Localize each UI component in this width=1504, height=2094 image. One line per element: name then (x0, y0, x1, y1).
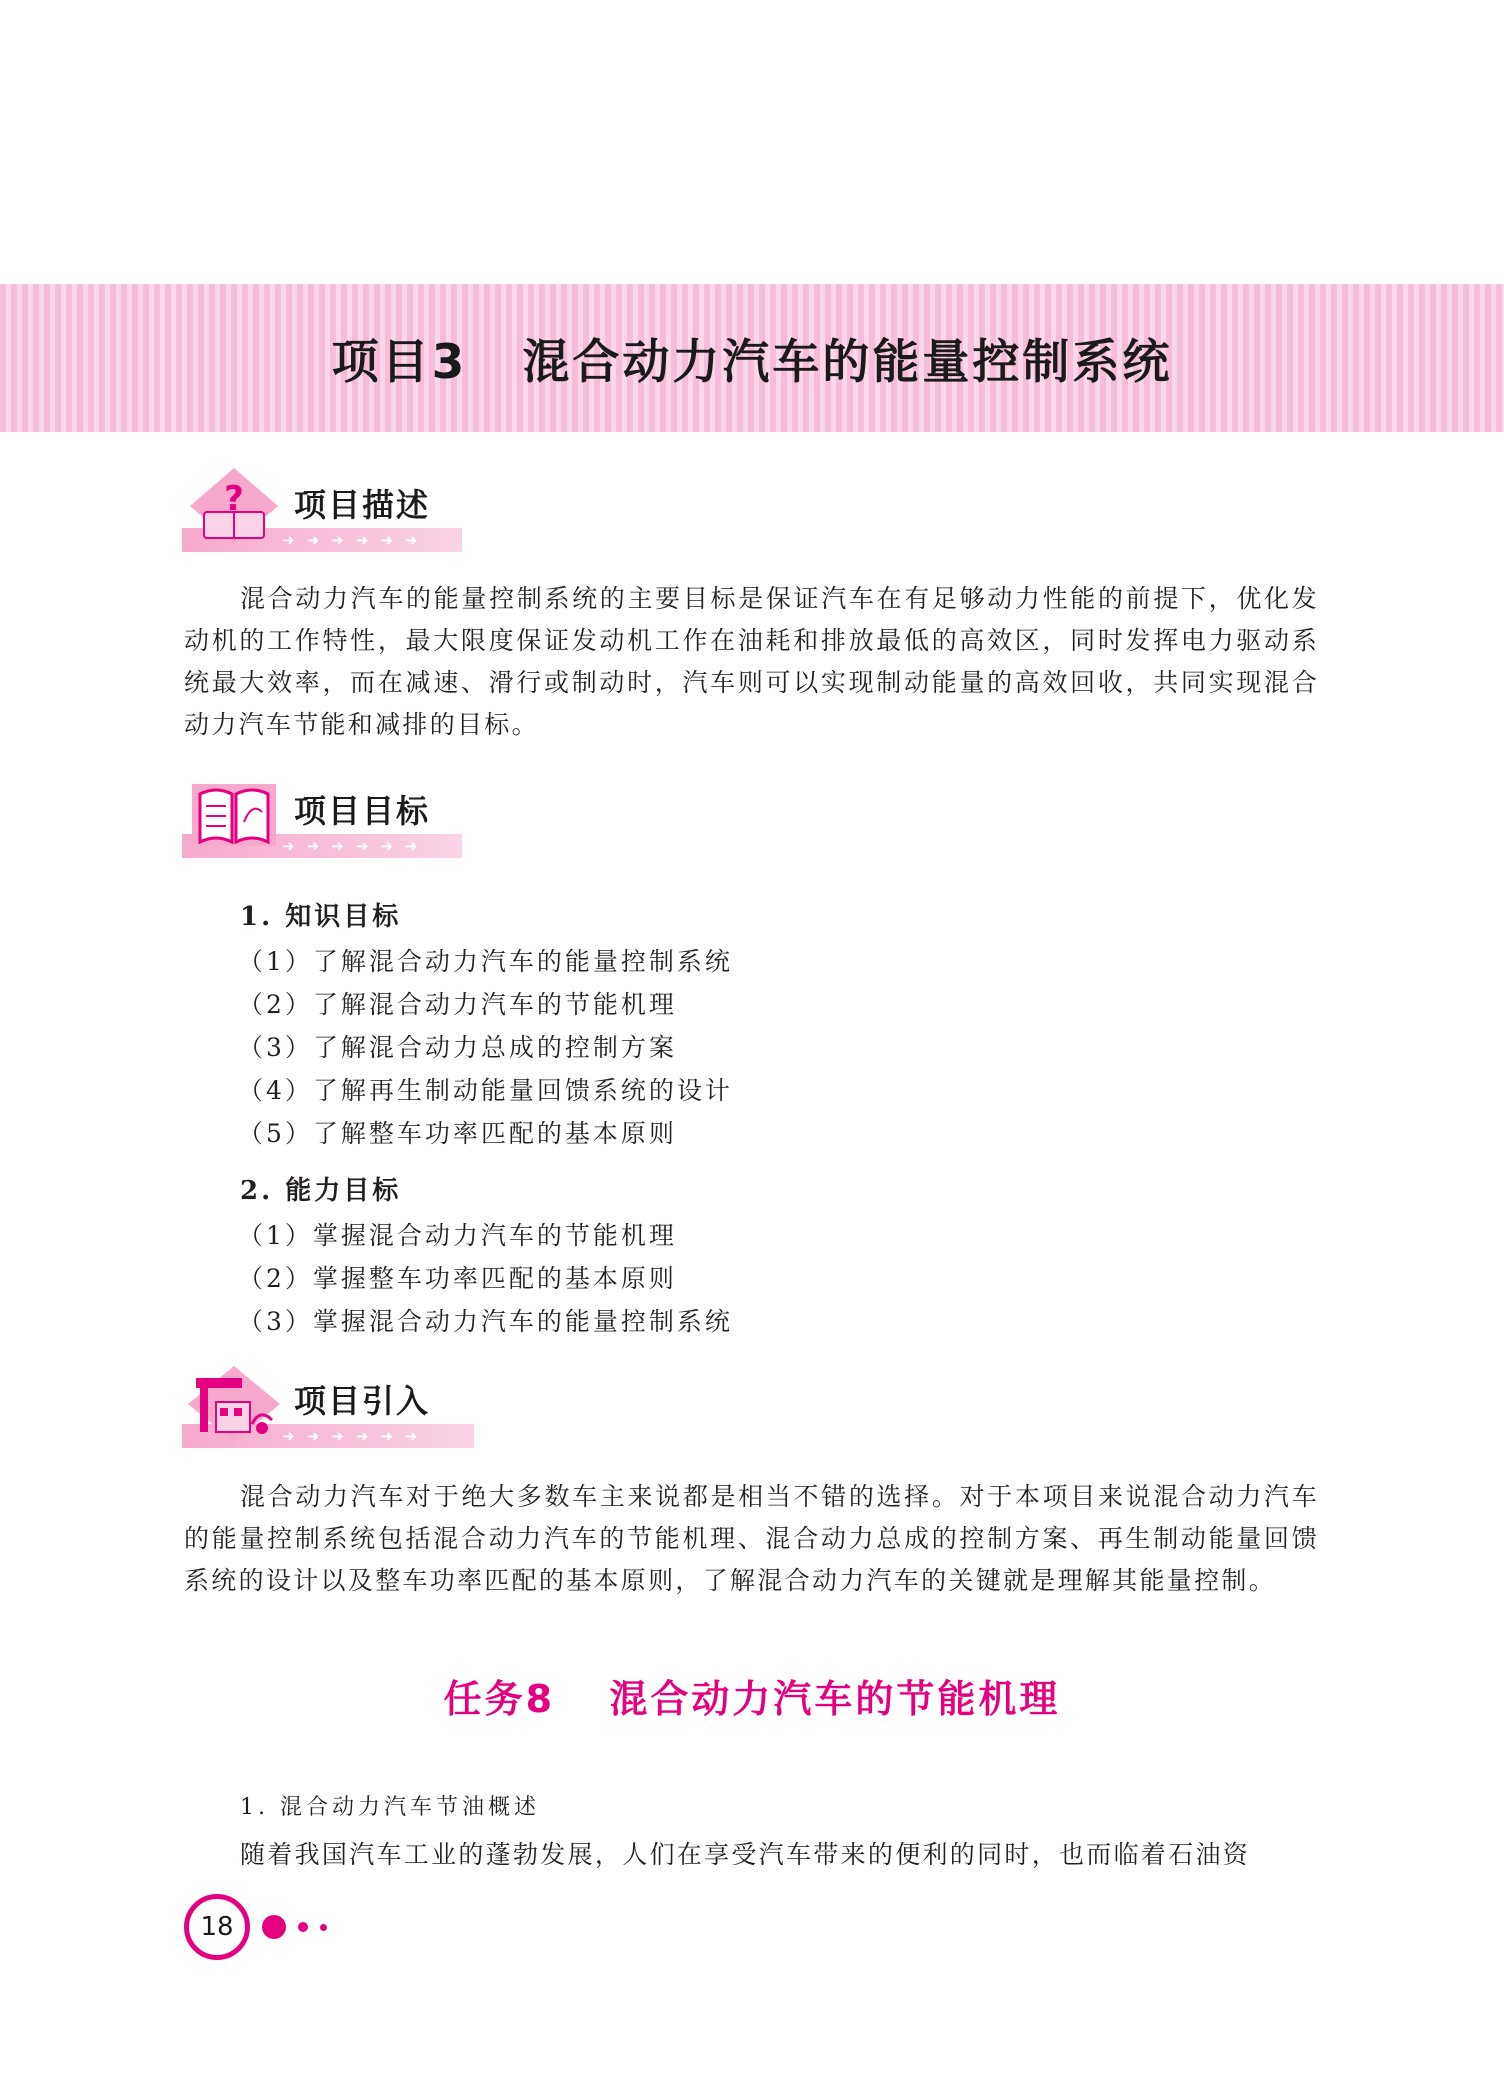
ability-goals-list (238, 1214, 733, 1343)
question-book-icon (186, 466, 282, 552)
list-item: （1）掌握混合动力汽车的节能机理 (238, 1221, 677, 1250)
decor-dot-medium (298, 1922, 308, 1932)
list-item: （3）了解混合动力总成的控制方案 (238, 1033, 677, 1062)
list-item: （2）了解混合动力汽车的节能机理 (238, 990, 677, 1019)
task-title (0, 1668, 1504, 1723)
badge-arrows: ➜ ➜ ➜ ➜ ➜ ➜ (282, 837, 418, 855)
section-badge-description (182, 466, 482, 566)
project-banner (0, 284, 1504, 432)
section-label-intro: 项目引入 (294, 1382, 431, 1420)
section-label-description: 项目描述 (294, 486, 431, 524)
subsection-paragraph: 随着我国汽车工业的蓬勃发展，人们在享受汽车带来的便利的同时，也而临着石油资 (240, 1840, 1251, 1869)
ability-goals-heading: 2. 能力目标 (240, 1176, 402, 1206)
section-badge-intro (182, 1362, 482, 1462)
section-badge-goals (182, 772, 482, 872)
open-book-icon (186, 772, 282, 858)
task-number: 任务8 (443, 1677, 556, 1721)
knowledge-goals-list (238, 940, 733, 1155)
list-item: （1）了解混合动力汽车的能量控制系统 (238, 947, 733, 976)
car-factory-icon (186, 1362, 282, 1448)
decor-dot-small (320, 1924, 327, 1931)
section-label-goals: 项目目标 (294, 792, 431, 830)
list-item: （3）掌握混合动力汽车的能量控制系统 (238, 1307, 733, 1336)
list-item: （5）了解整车功率匹配的基本原则 (238, 1119, 677, 1148)
list-item: （2）掌握整车功率匹配的基本原则 (238, 1264, 677, 1293)
subsection-heading: 1. 混合动力汽车节油概述 (240, 1795, 540, 1820)
intro-paragraph: 混合动力汽车对于绝大多数车主来说都是相当不错的选择。对于本项目来说混合动力汽车的能量控制系统包括混合动力汽车的节能机理、混合动力总成的控制方案、再生制动能量回馈系统的设计以及整车功率匹配的基本原则，了解混合动力汽车的关键就是理解其能量控制。 (184, 1482, 1319, 1595)
decor-dot-large (262, 1915, 286, 1939)
knowledge-goals-heading: 1. 知识目标 (240, 902, 402, 932)
task-title-text: 混合动力汽车的节能机理 (609, 1677, 1061, 1721)
list-item: （4）了解再生制动能量回馈系统的设计 (238, 1076, 733, 1105)
project-number: 项目3 (331, 334, 468, 390)
project-title (0, 284, 1504, 432)
description-paragraph: 混合动力汽车的能量控制系统的主要目标是保证汽车在有足够动力性能的前提下，优化发动机的工作特性，最大限度保证发动机工作在油耗和排放最低的高效区，同时发挥电力驱动系统最大效率，而在减速、滑行或制动时，汽车则可以实现制动能量的高效回收，共同实现混合动力汽车节能和减排的目标。 (184, 584, 1319, 739)
page-number: 18 (184, 1894, 250, 1960)
project-title-text: 混合动力汽车的能量控制系统 (522, 334, 1173, 390)
badge-arrows: ➜ ➜ ➜ ➜ ➜ ➜ (282, 1427, 418, 1445)
svg-text:?: ? (224, 479, 244, 519)
badge-arrows: ➜ ➜ ➜ ➜ ➜ ➜ (282, 531, 418, 549)
